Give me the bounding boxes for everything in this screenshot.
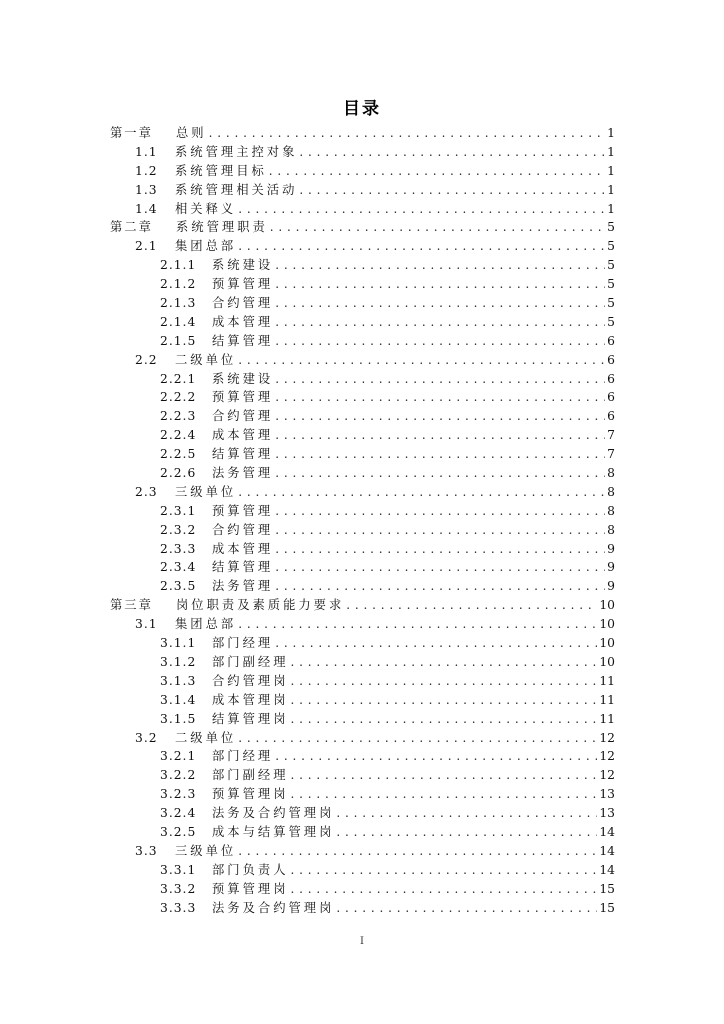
toc-entry-page: 9	[607, 579, 615, 594]
toc-entry-number: 第一章	[110, 126, 153, 140]
toc-leader-dots	[238, 615, 597, 634]
toc-entry-number: 2.3.3	[160, 541, 197, 556]
toc-entry-page: 5	[607, 314, 615, 329]
toc-entry[interactable]	[110, 143, 615, 162]
toc-entry-page: 1	[607, 144, 615, 159]
toc-entry-page: 7	[607, 447, 615, 462]
toc-entry-number: 2.3.5	[160, 579, 197, 594]
toc-entry-label: 法务管理	[212, 466, 274, 481]
toc-entry-label: 总则	[176, 126, 207, 140]
toc-entry-label: 系统建设	[212, 258, 274, 273]
toc-entry-page: 15	[599, 881, 615, 896]
toc-entry-number: 2.2.4	[160, 428, 197, 443]
toc-leader-dots	[275, 388, 605, 407]
toc-entry[interactable]	[110, 747, 615, 766]
toc-leader-dots	[238, 729, 597, 748]
toc-entry[interactable]	[110, 275, 615, 294]
toc-entry-label: 二级单位	[175, 352, 237, 367]
toc-entry-number: 2.1.2	[160, 277, 197, 292]
toc-entry[interactable]	[110, 483, 615, 502]
toc-entry[interactable]	[110, 237, 615, 256]
toc-entry[interactable]	[110, 558, 615, 577]
toc-entry-page: 11	[599, 673, 615, 688]
toc-entry-page: 15	[599, 900, 615, 915]
toc-entry[interactable]	[110, 313, 615, 332]
toc-entry-number: 3.3.2	[160, 881, 197, 896]
toc-entry-page: 12	[599, 749, 615, 764]
toc-entry[interactable]	[110, 218, 615, 237]
toc-entry-number: 1.4	[135, 201, 158, 216]
toc-leader-dots	[275, 464, 605, 483]
toc-entry-page: 5	[607, 239, 615, 254]
toc-entry-page: 13	[599, 787, 615, 802]
toc-entry[interactable]	[110, 181, 615, 200]
toc-leader-dots	[275, 747, 597, 766]
toc-leader-dots	[275, 313, 605, 332]
toc-entry-label: 相关释义	[175, 201, 237, 216]
toc-entry-page: 6	[607, 333, 615, 348]
toc-entry-page: 9	[607, 541, 615, 556]
toc-entry-number: 2.1.3	[160, 296, 197, 311]
toc-entry-number: 3.1.2	[160, 654, 197, 669]
toc-entry-number: 3.2.3	[160, 787, 197, 802]
toc-entry[interactable]	[110, 861, 615, 880]
toc-entry-number: 2.1	[135, 239, 158, 254]
toc-entry-page: 5	[607, 258, 615, 273]
toc-leader-dots	[275, 634, 597, 653]
toc-entry-page: 7	[607, 428, 615, 443]
toc-entry[interactable]	[110, 388, 615, 407]
toc-entry-number: 3.3.1	[160, 862, 197, 877]
toc-entry-number: 第二章	[110, 220, 153, 235]
toc-entry-number: 第三章	[110, 598, 153, 613]
toc-entry-number: 3.3	[135, 843, 158, 858]
toc-leader-dots	[275, 370, 605, 389]
toc-entry-number: 1.1	[135, 144, 158, 159]
toc-entry-label: 成本管理	[212, 428, 274, 443]
toc-entry-label: 预算管理	[212, 503, 274, 518]
toc-entry-page: 1	[607, 126, 615, 140]
toc-entry-label: 部门经理	[212, 749, 274, 764]
toc-entry-label: 集团总部	[175, 239, 237, 254]
toc-leader-dots	[275, 502, 605, 521]
toc-entry[interactable]	[110, 615, 615, 634]
page-number-footer: I	[360, 936, 364, 947]
toc-entry[interactable]	[110, 653, 615, 672]
toc-entry-number: 3.3.3	[160, 900, 197, 915]
toc-entry[interactable]	[110, 672, 615, 691]
toc-leader-dots	[291, 653, 598, 672]
toc-entry[interactable]	[110, 823, 615, 842]
toc-entry-page: 8	[607, 484, 615, 499]
toc-leader-dots	[275, 540, 605, 559]
toc-entry-label: 合约管理	[212, 296, 274, 311]
toc-entry-page: 5	[607, 220, 615, 235]
toc-entry-number: 2.3.4	[160, 560, 197, 575]
toc-entry-number: 3.1.4	[160, 692, 197, 707]
toc-entry-label: 预算管理	[212, 277, 274, 292]
toc-entry-number: 2.2.5	[160, 447, 197, 462]
toc-leader-dots	[291, 766, 598, 785]
toc-entry-label: 合约管理	[212, 409, 274, 424]
toc-entry-number: 3.2.1	[160, 749, 197, 764]
toc-entry-number: 2.2.2	[160, 390, 197, 405]
toc-entry-number: 3.2	[135, 730, 158, 745]
table-of-contents	[110, 124, 615, 917]
toc-leader-dots	[336, 823, 597, 842]
toc-leader-dots	[275, 294, 605, 313]
toc-entry-number: 2.2.3	[160, 409, 197, 424]
toc-entry-number: 3.2.2	[160, 768, 197, 783]
toc-entry-number: 2.1.1	[160, 258, 197, 273]
toc-leader-dots	[275, 256, 605, 275]
toc-entry-page: 12	[599, 730, 615, 745]
toc-entry-label: 合约管理	[212, 522, 274, 537]
toc-entry-number: 3.1.5	[160, 711, 197, 726]
toc-entry[interactable]	[110, 256, 615, 275]
toc-leader-dots	[275, 558, 605, 577]
toc-entry-page: 6	[607, 409, 615, 424]
toc-entry[interactable]	[110, 710, 615, 729]
toc-entry-page: 10	[599, 598, 615, 613]
toc-leader-dots	[209, 124, 605, 143]
toc-entry[interactable]	[110, 880, 615, 899]
toc-entry-label: 二级单位	[175, 730, 237, 745]
toc-leader-dots	[346, 596, 597, 615]
toc-leader-dots	[275, 275, 605, 294]
toc-entry-number: 2.2.1	[160, 371, 197, 386]
toc-title: 目录	[343, 99, 381, 119]
toc-entry-number: 3.2.4	[160, 806, 197, 821]
toc-entry-label: 三级单位	[175, 484, 237, 499]
toc-entry-label: 法务及合约管理岗	[212, 900, 335, 915]
toc-entry[interactable]	[110, 162, 615, 181]
toc-entry-label: 三级单位	[175, 843, 237, 858]
toc-entry-page: 13	[599, 806, 615, 821]
toc-entry-number: 1.3	[135, 182, 158, 197]
toc-entry-label: 结算管理	[212, 447, 274, 462]
toc-leader-dots	[275, 407, 605, 426]
toc-entry[interactable]	[110, 577, 615, 596]
toc-entry[interactable]	[110, 521, 615, 540]
toc-entry-page: 8	[607, 466, 615, 481]
toc-entry-page: 5	[607, 296, 615, 311]
toc-leader-dots	[275, 332, 605, 351]
toc-entry[interactable]	[110, 596, 615, 615]
toc-entry-number: 3.1	[135, 617, 158, 632]
toc-leader-dots	[291, 880, 598, 899]
toc-leader-dots	[291, 710, 598, 729]
toc-entry-page: 1	[607, 182, 615, 197]
toc-entry-page: 9	[607, 560, 615, 575]
toc-entry-page: 12	[599, 768, 615, 783]
toc-entry-page: 11	[599, 692, 615, 707]
toc-entry-number: 2.2.6	[160, 466, 197, 481]
toc-entry-label: 预算管理岗	[212, 881, 289, 896]
toc-entry-page: 10	[599, 617, 615, 632]
toc-entry-label: 部门副经理	[212, 768, 289, 783]
toc-leader-dots	[291, 785, 598, 804]
toc-entry[interactable]	[110, 729, 615, 748]
toc-leader-dots	[269, 162, 605, 181]
toc-entry-label: 部门经理	[212, 636, 274, 651]
toc-entry-number: 2.3.1	[160, 503, 197, 518]
toc-leader-dots	[275, 521, 605, 540]
toc-entry[interactable]	[110, 842, 615, 861]
toc-leader-dots	[238, 200, 605, 219]
toc-leader-dots	[238, 351, 605, 370]
toc-entry-page: 1	[607, 201, 615, 216]
toc-entry[interactable]	[110, 899, 615, 918]
toc-leader-dots	[291, 672, 598, 691]
toc-leader-dots	[299, 143, 605, 162]
toc-entry-label: 岗位职责及素质能力要求	[176, 598, 345, 613]
toc-entry-page: 14	[599, 862, 615, 877]
toc-entry-label: 成本管理岗	[212, 692, 289, 707]
toc-leader-dots	[291, 861, 598, 880]
toc-entry-number: 2.2	[135, 352, 158, 367]
toc-entry-page: 6	[607, 352, 615, 367]
toc-entry-page: 5	[607, 277, 615, 292]
toc-entry-label: 结算管理	[212, 560, 274, 575]
toc-leader-dots	[336, 899, 597, 918]
toc-leader-dots	[270, 218, 605, 237]
toc-entry-page: 11	[599, 711, 615, 726]
toc-entry-page: 6	[607, 390, 615, 405]
toc-entry-label: 成本管理	[212, 541, 274, 556]
toc-entry[interactable]	[110, 124, 615, 143]
toc-entry-number: 2.3	[135, 484, 158, 499]
toc-entry[interactable]	[110, 200, 615, 219]
toc-entry-label: 系统管理相关活动	[175, 182, 298, 197]
toc-leader-dots	[275, 426, 605, 445]
toc-entry[interactable]	[110, 407, 615, 426]
toc-entry[interactable]	[110, 445, 615, 464]
toc-entry-page: 10	[599, 654, 615, 669]
toc-entry[interactable]	[110, 691, 615, 710]
toc-entry-page: 1	[607, 163, 615, 178]
toc-entry-number: 3.1.1	[160, 636, 197, 651]
toc-entry-number: 2.1.4	[160, 314, 197, 329]
toc-entry[interactable]	[110, 464, 615, 483]
toc-entry-label: 预算管理岗	[212, 787, 289, 802]
toc-entry[interactable]	[110, 502, 615, 521]
toc-entry-label: 系统建设	[212, 371, 274, 386]
toc-entry-label: 成本与结算管理岗	[212, 824, 335, 839]
toc-entry-label: 预算管理	[212, 390, 274, 405]
toc-entry-label: 系统管理主控对象	[175, 144, 298, 159]
toc-entry-label: 法务及合约管理岗	[212, 806, 335, 821]
toc-entry[interactable]	[110, 294, 615, 313]
toc-entry-number: 2.1.5	[160, 333, 197, 348]
toc-entry[interactable]	[110, 351, 615, 370]
toc-leader-dots	[336, 804, 597, 823]
toc-entry[interactable]	[110, 370, 615, 389]
toc-entry-label: 部门负责人	[212, 862, 289, 877]
toc-entry-page: 10	[599, 636, 615, 651]
toc-entry-page: 8	[607, 522, 615, 537]
toc-entry[interactable]	[110, 426, 615, 445]
toc-leader-dots	[275, 577, 605, 596]
toc-leader-dots	[238, 842, 597, 861]
toc-entry-label: 成本管理	[212, 314, 274, 329]
toc-entry-label: 结算管理岗	[212, 711, 289, 726]
toc-entry-page: 8	[607, 503, 615, 518]
toc-leader-dots	[299, 181, 605, 200]
toc-entry[interactable]	[110, 634, 615, 653]
toc-entry-label: 集团总部	[175, 617, 237, 632]
toc-entry-number: 3.2.5	[160, 824, 197, 839]
toc-leader-dots	[238, 237, 605, 256]
toc-entry[interactable]	[110, 540, 615, 559]
toc-entry-label: 部门副经理	[212, 654, 289, 669]
toc-leader-dots	[275, 445, 605, 464]
toc-entry-page: 14	[599, 843, 615, 858]
toc-entry-number: 3.1.3	[160, 673, 197, 688]
toc-entry-label: 系统管理目标	[175, 163, 267, 178]
toc-entry[interactable]	[110, 766, 615, 785]
toc-entry[interactable]	[110, 804, 615, 823]
toc-entry-label: 合约管理岗	[212, 673, 289, 688]
toc-entry-label: 系统管理职责	[176, 220, 268, 235]
toc-entry-page: 6	[607, 371, 615, 386]
toc-entry-label: 结算管理	[212, 333, 274, 348]
toc-entry-page: 14	[599, 824, 615, 839]
toc-leader-dots	[291, 691, 598, 710]
toc-entry[interactable]	[110, 785, 615, 804]
toc-leader-dots	[238, 483, 605, 502]
toc-entry-number: 1.2	[135, 163, 158, 178]
toc-entry-number: 2.3.2	[160, 522, 197, 537]
toc-entry-label: 法务管理	[212, 579, 274, 594]
toc-entry[interactable]	[110, 332, 615, 351]
